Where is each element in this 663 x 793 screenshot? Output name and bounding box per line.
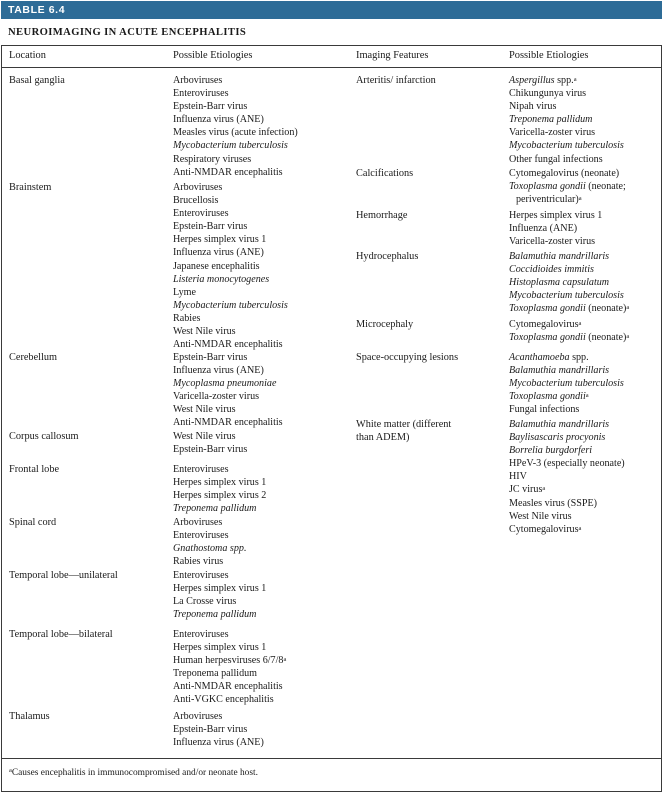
etiology-name: Influenza virus (ANE) (173, 737, 264, 749)
etiology-name: Epstein-Barr virus (173, 444, 248, 456)
etiology-name: Enteroviruses (173, 208, 229, 220)
etiology-item (173, 299, 288, 312)
etiology-item (173, 403, 283, 416)
etiology-name: Enteroviruses (173, 629, 229, 640)
etiology-name: Mycobacterium tuberculosis (173, 140, 288, 152)
etiology-list (173, 430, 247, 456)
etiology-item (173, 338, 288, 351)
footnote-text: Causes encephalitis in immunocompromised and/or neonate host. (11, 768, 258, 778)
etiology-item (173, 641, 286, 654)
etiology-item (173, 207, 288, 220)
etiology-list (173, 569, 266, 621)
etiology-item (173, 390, 283, 403)
etiology-qualifier: spp. (569, 352, 589, 363)
etiology-item (509, 126, 624, 139)
row-label: Frontal lobe (9, 464, 60, 475)
etiology-name: Cytomegalovirus (neonate) (509, 168, 620, 179)
footnote-marker: a (585, 392, 589, 400)
etiology-item (509, 222, 602, 235)
header-imaging-features: Imaging Features (356, 50, 429, 61)
etiology-item (173, 555, 246, 568)
footnote-marker: a (578, 320, 582, 327)
etiology-name: Influenza (ANE) (509, 223, 578, 235)
etiology-item (173, 246, 288, 259)
etiology-name: Other fungal infections (509, 153, 603, 165)
etiology-name: periventricular) (516, 194, 579, 206)
etiology-qualifier: (neonate; (585, 181, 626, 193)
table-title: NEUROIMAGING IN ACUTE ENCEPHALITIS (8, 27, 247, 38)
etiology-item (509, 390, 624, 403)
etiology-item (509, 364, 624, 377)
footnote-mark: a (9, 767, 12, 774)
etiology-qualifier: (neonate) (585, 303, 627, 315)
etiology-list (509, 250, 629, 315)
header-location: Location (9, 50, 46, 61)
etiology-name: Herpes simplex virus 1 (173, 477, 267, 489)
etiology-list (173, 351, 283, 430)
etiology-item (509, 431, 625, 444)
etiology-item (173, 100, 298, 113)
etiology-name: Lyme (173, 286, 196, 298)
etiology-item (509, 470, 625, 483)
etiology-item (173, 220, 288, 233)
etiology-item (509, 139, 624, 152)
etiology-item (173, 736, 264, 749)
etiology-item (509, 289, 629, 302)
row-label: Calcifications (356, 168, 414, 179)
etiology-name: Gnathostoma spp. (173, 543, 247, 555)
etiology-name: Influenza virus (ANE) (173, 114, 264, 126)
etiology-name: Toxoplasma gondii (509, 391, 586, 403)
row-label: Basal ganglia (9, 75, 65, 86)
etiology-item (509, 113, 624, 126)
row-label: Thalamus (9, 711, 50, 722)
etiology-item (173, 542, 246, 555)
etiology-name: Cytomegalovirus (509, 523, 579, 535)
etiology-item (173, 113, 298, 126)
row-label: than ADEM) (356, 432, 410, 443)
etiology-name: Influenza virus (ANE) (173, 247, 264, 259)
etiology-item (173, 166, 298, 179)
row-label: Cerebellum (9, 352, 58, 363)
etiology-name: West Nile virus (173, 404, 236, 416)
etiology-item (509, 302, 629, 315)
etiology-qualifier: (neonate) (585, 332, 627, 344)
footnote (9, 768, 258, 778)
etiology-item (509, 377, 624, 390)
etiology-name: Arboviruses (173, 711, 223, 722)
etiology-name: HIV (509, 471, 527, 483)
etiology-name: Herpes simplex virus 2 (173, 490, 267, 502)
etiology-name: Borrelia burgdorferi (509, 445, 593, 457)
etiology-qualifier: spp. (554, 75, 574, 86)
etiology-name: Arboviruses (173, 517, 223, 528)
etiology-name: Mycobacterium tuberculosis (509, 290, 624, 302)
etiology-item (173, 723, 264, 736)
etiology-item (173, 654, 286, 667)
etiology-item (173, 351, 283, 364)
etiology-item (173, 710, 264, 723)
etiology-list (509, 74, 624, 166)
etiology-item (173, 569, 266, 582)
etiology-item (509, 250, 629, 263)
etiology-item (509, 209, 602, 222)
etiology-name: Measles virus (acute infection) (173, 127, 298, 139)
etiology-item (173, 87, 298, 100)
etiology-name: Epstein-Barr virus (173, 352, 248, 363)
etiology-list (509, 318, 629, 344)
row-label: Corpus callosum (9, 431, 79, 442)
etiology-name: Mycoplasma pneumoniae (173, 378, 277, 390)
etiology-item (509, 510, 625, 523)
etiology-name: Mycobacterium tuberculosis (509, 378, 624, 390)
etiology-item (173, 181, 288, 194)
etiology-item (509, 403, 624, 416)
etiology-item (173, 582, 266, 595)
etiology-name: Enteroviruses (173, 570, 229, 581)
etiology-name: Listeria monocytogenes (173, 273, 270, 285)
etiology-name: Mycobacterium tuberculosis (509, 140, 624, 152)
etiology-item (509, 180, 626, 193)
row-label: Hemorrhage (356, 210, 408, 221)
etiology-item (173, 430, 247, 443)
etiology-item (173, 74, 298, 87)
etiology-item (173, 529, 246, 542)
etiology-item (509, 193, 626, 206)
etiology-list (509, 418, 625, 536)
etiology-name: Anti-VGKC encephalitis (173, 694, 274, 706)
etiology-list (173, 516, 246, 568)
etiology-name: Treponema pallidum (173, 668, 258, 680)
etiology-item (173, 667, 286, 680)
etiology-list (509, 209, 602, 248)
etiology-item (173, 516, 246, 529)
etiology-name: Chikungunya virus (509, 88, 587, 100)
etiology-name: Anti-NMDAR encephalitis (173, 166, 283, 178)
etiology-name: Influenza virus (ANE) (173, 365, 264, 377)
etiology-name: West Nile virus (173, 431, 236, 442)
etiology-item (173, 233, 288, 246)
etiology-name: Enteroviruses (173, 530, 229, 542)
etiology-item (509, 167, 626, 180)
etiology-item (509, 457, 625, 470)
etiology-name: Herpes simplex virus 1 (173, 234, 267, 246)
etiology-list (173, 628, 286, 707)
footnote-marker: a (626, 304, 630, 312)
etiology-name: Balamuthia mandrillaris (509, 419, 610, 430)
etiology-item (509, 276, 629, 289)
etiology-item (509, 74, 624, 87)
etiology-name: Varicella-zoster virus (509, 127, 596, 139)
etiology-name: Rabies virus (173, 556, 224, 568)
etiology-name: Varicella-zoster virus (509, 236, 596, 248)
etiology-item (509, 263, 629, 276)
etiology-name: Histoplasma capsulatum (509, 277, 610, 289)
etiology-name: Herpes simplex virus 1 (509, 210, 603, 221)
etiology-list (173, 463, 266, 515)
etiology-name: Baylisascaris procyonis (509, 432, 606, 444)
etiology-list (509, 351, 624, 416)
etiology-item (173, 476, 266, 489)
etiology-name: Respiratory viruses (173, 153, 252, 165)
etiology-item (509, 418, 625, 431)
etiology-name: Epstein-Barr virus (173, 221, 248, 233)
etiology-item (173, 595, 266, 608)
row-label: Temporal lobe—unilateral (9, 570, 118, 581)
etiology-name: Herpes simplex virus 1 (173, 642, 267, 654)
etiology-name: Acanthamoeba (509, 352, 570, 363)
etiology-list (509, 167, 626, 206)
footnote-marker: a (578, 524, 582, 532)
header-etiologies-left: Possible Etiologies (173, 50, 253, 61)
footnote-rule (1, 758, 662, 759)
etiology-list (173, 181, 288, 351)
etiology-item (173, 443, 247, 456)
etiology-item (173, 628, 286, 641)
etiology-name: Anti-NMDAR encephalitis (173, 339, 283, 351)
table-label: TABLE 6.4 (1, 1, 662, 19)
etiology-item (509, 87, 624, 100)
etiology-item (173, 693, 286, 706)
row-label: Microcephaly (356, 319, 414, 330)
etiology-name: Toxoplasma gondii (509, 181, 586, 193)
etiology-name: Epstein-Barr virus (173, 724, 248, 736)
etiology-name: Enteroviruses (173, 464, 229, 475)
etiology-name: Cytomegalovirus (509, 319, 579, 330)
etiology-item (509, 318, 629, 331)
etiology-name: Brucellosis (173, 195, 219, 207)
etiology-name: Herpes simplex virus 1 (173, 583, 267, 595)
etiology-name: Arboviruses (173, 75, 223, 86)
etiology-name: Treponema pallidum (173, 503, 257, 515)
etiology-item (509, 444, 625, 457)
etiology-item (173, 489, 266, 502)
row-label: Arteritis/ infarction (356, 75, 436, 86)
etiology-item (173, 608, 266, 621)
footnote-marker: a (626, 333, 630, 341)
etiology-item (173, 377, 283, 390)
etiology-name: Coccidioides immitis (509, 264, 594, 276)
etiology-name: Mycobacterium tuberculosis (173, 299, 288, 311)
etiology-item (173, 325, 288, 338)
etiology-item (173, 286, 288, 299)
etiology-item (173, 126, 298, 139)
row-label: Spinal cord (9, 517, 57, 528)
etiology-name: Toxoplasma gondii (509, 303, 586, 315)
etiology-name: Balamuthia mandrillaris (509, 251, 610, 262)
etiology-item (509, 153, 624, 166)
etiology-item (173, 680, 286, 693)
header-etiologies-right: Possible Etiologies (509, 50, 589, 61)
footnote-marker: a (573, 76, 577, 83)
etiology-item (173, 463, 266, 476)
row-label: Temporal lobe—bilateral (9, 629, 113, 640)
etiology-item (509, 497, 625, 510)
etiology-name: Treponema pallidum (173, 609, 257, 621)
etiology-item (173, 416, 283, 429)
etiology-item (509, 483, 625, 496)
etiology-name: West Nile virus (173, 326, 236, 338)
footnote-marker: a (578, 195, 582, 203)
etiology-item (173, 153, 298, 166)
etiology-item (173, 139, 298, 152)
etiology-name: Enteroviruses (173, 88, 229, 100)
etiology-name: Human herpesviruses 6/7/8 (173, 655, 284, 667)
etiology-name: Varicella-zoster virus (173, 391, 260, 403)
etiology-name: Fungal infections (509, 404, 580, 416)
etiology-item (509, 523, 625, 536)
etiology-item (173, 312, 288, 325)
etiology-item (509, 235, 602, 248)
etiology-list (173, 74, 298, 179)
etiology-name: JC virus (509, 484, 543, 496)
etiology-item (509, 351, 624, 364)
etiology-name: Arboviruses (173, 182, 223, 193)
footnote-marker: a (542, 485, 546, 493)
etiology-name: Nipah virus (509, 101, 557, 113)
etiology-item (173, 260, 288, 273)
footnote-marker: a (283, 656, 287, 664)
row-label: Space-occupying lesions (356, 352, 459, 363)
etiology-name: Treponema pallidum (509, 114, 593, 126)
etiology-item (173, 194, 288, 207)
etiology-name: HPeV-3 (especially neonate) (509, 458, 625, 470)
etiology-name: Japanese encephalitis (173, 260, 260, 272)
etiology-item (509, 100, 624, 113)
etiology-item (509, 331, 629, 344)
row-label: White matter (different (356, 419, 452, 430)
etiology-item (173, 364, 283, 377)
etiology-name: Balamuthia mandrillaris (509, 365, 610, 377)
etiology-name: Measles virus (SSPE) (509, 497, 598, 509)
etiology-list (173, 710, 264, 749)
etiology-name: Rabies (173, 312, 201, 324)
etiology-name: Aspergillus (509, 75, 555, 86)
etiology-item (173, 273, 288, 286)
etiology-name: Anti-NMDAR encephalitis (173, 417, 283, 429)
row-label: Brainstem (9, 182, 52, 193)
etiology-name: West Nile virus (509, 510, 572, 522)
etiology-item (173, 502, 266, 515)
etiology-name: Epstein-Barr virus (173, 101, 248, 113)
etiology-name: Anti-NMDAR encephalitis (173, 681, 283, 693)
row-label: Hydrocephalus (356, 251, 419, 262)
etiology-name: Toxoplasma gondii (509, 332, 586, 344)
etiology-name: La Crosse virus (173, 596, 237, 608)
